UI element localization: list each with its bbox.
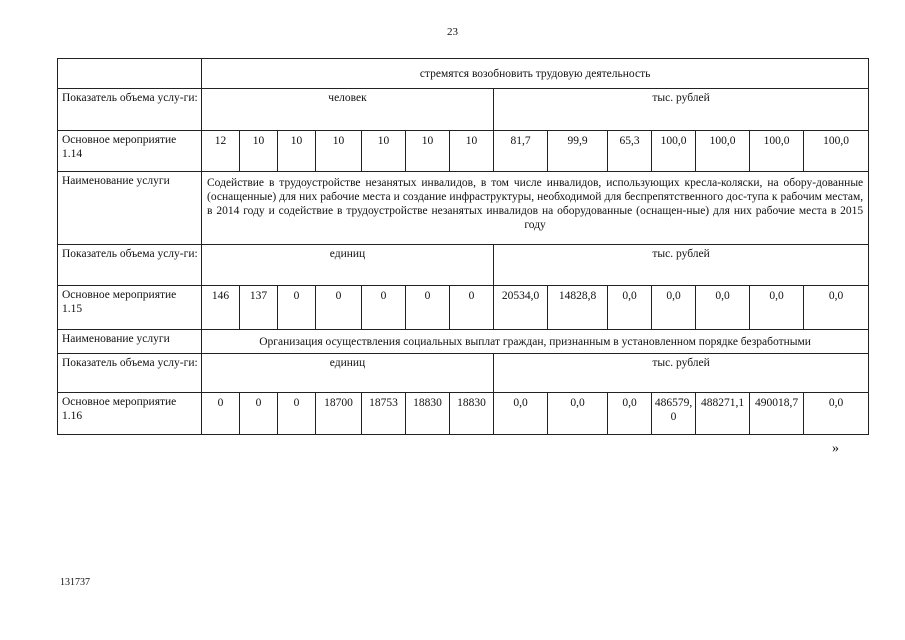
value-cell: 18700 [316, 393, 362, 435]
unit-people: человек [202, 89, 494, 131]
table-row [58, 245, 869, 286]
value-cell: 0,0 [652, 286, 696, 330]
value-cell: 14828,8 [548, 286, 608, 330]
footer-code: 131737 [60, 577, 90, 588]
value-cell: 100,0 [750, 131, 804, 172]
value-cell: 0,0 [696, 286, 750, 330]
value-cell: 10 [362, 131, 406, 172]
value-cell: 0 [450, 286, 494, 330]
value-cell: 0,0 [494, 393, 548, 435]
value-cell: 0 [278, 393, 316, 435]
indicator-label: Показатель объема услу-ги: [58, 89, 202, 131]
value-cell: 0 [406, 286, 450, 330]
table-row [58, 354, 869, 393]
value-cell: 0 [362, 286, 406, 330]
value-cell: 100,0 [804, 131, 869, 172]
service-name-label: Наименование услуги [58, 172, 202, 245]
value-cell: 0,0 [608, 393, 652, 435]
empty-cell [58, 59, 202, 89]
table-row [58, 59, 869, 89]
row-label: Основное мероприятие 1.14 [58, 131, 202, 172]
value-cell: 100,0 [696, 131, 750, 172]
service-description: Организация осуществления социальных выплат граждан, признанным в установленном порядке безработными [202, 330, 869, 354]
value-cell: 488271,1 [696, 393, 750, 435]
value-cell: 81,7 [494, 131, 548, 172]
value-cell: 10 [240, 131, 278, 172]
value-cell: 12 [202, 131, 240, 172]
indicator-label: Показатель объема услу-ги: [58, 354, 202, 393]
value-cell: 18753 [362, 393, 406, 435]
service-continuation: стремятся возобновить трудовую деятельность [202, 59, 869, 89]
service-name-label: Наименование услуги [58, 330, 202, 354]
value-cell: 486579,0 [652, 393, 696, 435]
table-row [58, 393, 869, 435]
value-cell: 18830 [406, 393, 450, 435]
unit-thousand-rubles: тыс. рублей [494, 245, 869, 286]
indicator-label: Показатель объема услу-ги: [58, 245, 202, 286]
row-label: Основное мероприятие 1.16 [58, 393, 202, 435]
value-cell: 0,0 [804, 393, 869, 435]
value-cell: 137 [240, 286, 278, 330]
value-cell: 99,9 [548, 131, 608, 172]
page-number: 23 [447, 26, 458, 38]
unit-units: единиц [202, 245, 494, 286]
value-cell: 0,0 [750, 286, 804, 330]
unit-units: единиц [202, 354, 494, 393]
table-row [58, 131, 869, 172]
table-row [58, 89, 869, 131]
value-cell: 65,3 [608, 131, 652, 172]
value-cell: 0 [240, 393, 278, 435]
value-cell: 0,0 [608, 286, 652, 330]
measures-table [57, 58, 869, 435]
value-cell: 490018,7 [750, 393, 804, 435]
table-row [58, 286, 869, 330]
value-cell: 0,0 [804, 286, 869, 330]
table-row [58, 172, 869, 245]
value-cell: 100,0 [652, 131, 696, 172]
value-cell: 0 [316, 286, 362, 330]
value-cell: 0,0 [548, 393, 608, 435]
value-cell: 18830 [450, 393, 494, 435]
table-row [58, 330, 869, 354]
value-cell: 0 [202, 393, 240, 435]
value-cell: 10 [278, 131, 316, 172]
service-description: Содействие в трудоустройстве незанятых инвалидов, в том числе инвалидов, использующих кресла-коляски, на обору-дованные (оснащенные) для них рабочие места и создание инфраструктуры, необходимой для беспрепятственного дос-тупа к рабочим местам, в 2014 году и содействие в трудоустройстве незанятых инвалидов на оборудованные (оснащен-ные) для них рабочие места в 2015 году [202, 172, 869, 245]
value-cell: 20534,0 [494, 286, 548, 330]
value-cell: 0 [278, 286, 316, 330]
closing-quote: » [832, 441, 839, 456]
value-cell: 10 [450, 131, 494, 172]
value-cell: 10 [406, 131, 450, 172]
row-label: Основное мероприятие 1.15 [58, 286, 202, 330]
unit-thousand-rubles: тыс. рублей [494, 354, 869, 393]
value-cell: 10 [316, 131, 362, 172]
value-cell: 146 [202, 286, 240, 330]
unit-thousand-rubles: тыс. рублей [494, 89, 869, 131]
